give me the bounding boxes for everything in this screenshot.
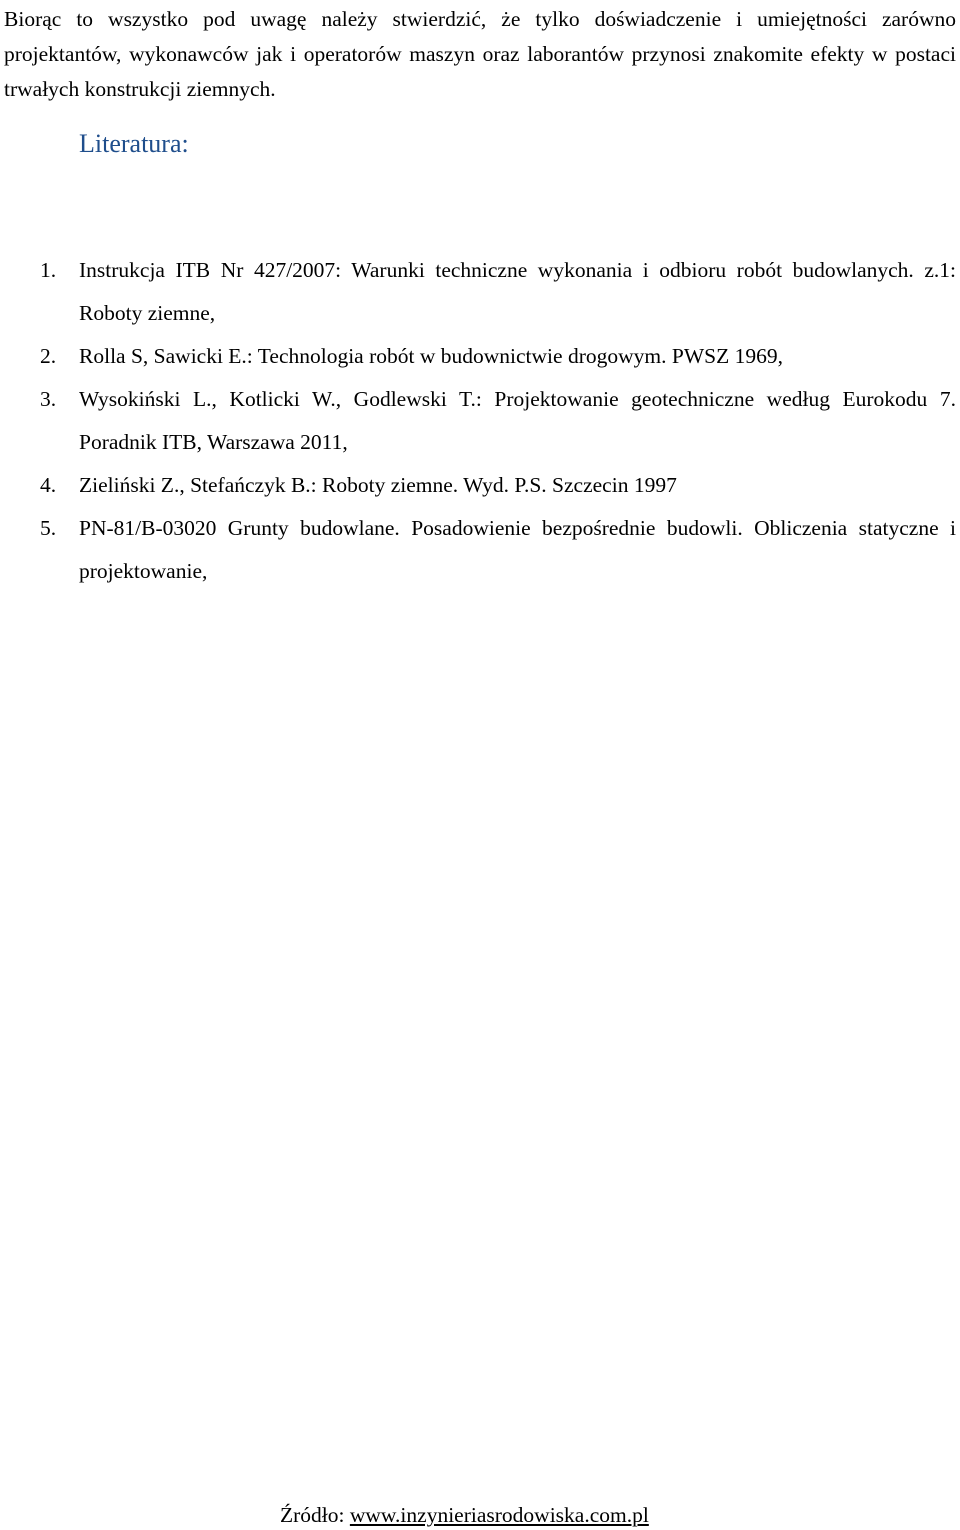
reference-list	[0, 249, 956, 593]
list-item	[0, 249, 956, 335]
list-item-number: 2.	[40, 344, 57, 368]
list-item-text: Zieliński Z., Stefańczyk B.: Roboty ziemne. Wyd. P.S. Szczecin 1997	[79, 473, 677, 497]
list-item	[0, 464, 956, 507]
list-item-text: Instrukcja ITB Nr 427/2007: Warunki techniczne wykonania i odbioru robót budowlanych. z.1: Roboty ziemne,	[79, 258, 956, 325]
source-footer	[280, 1500, 649, 1530]
list-item-number: 3.	[40, 387, 57, 411]
list-item-text: PN-81/B-03020 Grunty budowlane. Posadowienie bezpośrednie budowli. Obliczenia statyczne i projektowanie,	[79, 516, 956, 583]
intro-paragraph: Biorąc to wszystko pod uwagę należy stwierdzić, że tylko doświadczenie i umiejętności zarówno projektantów, wykonawców jak i operatorów maszyn oraz laborantów przynosi znakomite efekty w postaci trwałych konstrukcji ziemnych.	[4, 7, 956, 101]
list-item	[0, 335, 956, 378]
list-item-number: 1.	[40, 258, 57, 282]
list-item	[0, 507, 956, 593]
source-label: Źródło:	[280, 1503, 350, 1527]
list-item-text: Rolla S, Sawicki E.: Technologia robót w budownictwie drogowym. PWSZ 1969,	[79, 344, 783, 368]
source-link[interactable]: www.inzynieriasrodowiska.com.pl	[349, 1503, 649, 1527]
list-item-text: Wysokiński L., Kotlicki W., Godlewski T.: Projektowanie geotechniczne według Eurokodu 7. Poradnik ITB, Warszawa 2011,	[79, 387, 956, 454]
list-item	[0, 378, 956, 464]
list-item-number: 4.	[40, 473, 57, 497]
list-item-number: 5.	[40, 516, 57, 540]
literature-heading: Literatura:	[79, 129, 189, 158]
